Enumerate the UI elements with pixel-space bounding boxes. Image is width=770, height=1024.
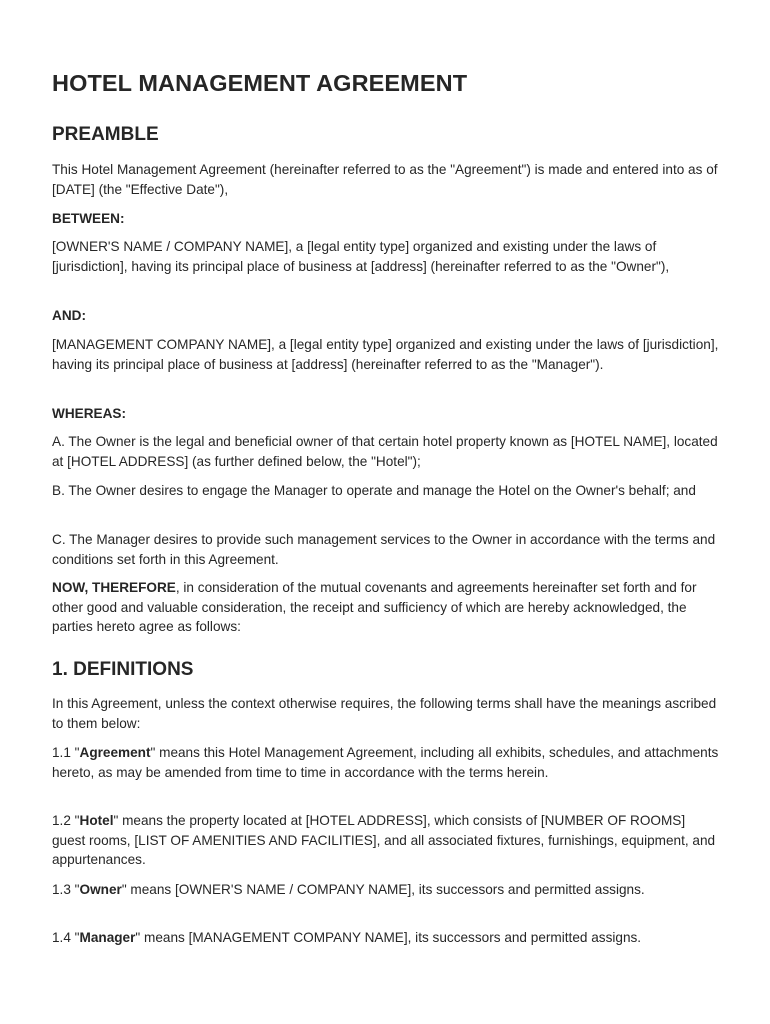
definition-text: " means this Hotel Management Agreement, including all exhibits, schedules, and attachments hereto, as may be amended from time to time in accordance with the terms herein. xyxy=(52,745,719,780)
definition-item xyxy=(52,743,720,782)
document-title: HOTEL MANAGEMENT AGREEMENT xyxy=(52,70,468,96)
definition-term: Hotel xyxy=(79,813,114,828)
definitions-intro: In this Agreement, unless the context otherwise requires, the following terms shall have the meanings ascribed to them below: xyxy=(52,696,717,731)
definition-term: Manager xyxy=(79,930,136,945)
recital-b: B. The Owner desires to engage the Manager to operate and manage the Hotel on the Owner's behalf; and xyxy=(52,483,696,498)
definition-term: Agreement xyxy=(79,745,151,760)
definition-prefix: 1.2 " xyxy=(52,813,80,828)
and-label: AND: xyxy=(52,308,86,323)
definitions-heading: 1. DEFINITIONS xyxy=(52,659,194,680)
owner-party-paragraph: [OWNER'S NAME / COMPANY NAME], a [legal entity type] organized and existing under the laws of [jurisdiction], having its principal place of business at [address] (hereinafter referred to as the "Owner"), xyxy=(52,239,670,274)
manager-party-paragraph: [MANAGEMENT COMPANY NAME], a [legal entity type] organized and existing under the laws of [jurisdiction], having its principal place of business at [address] (hereinafter referred to as the "Manager"). xyxy=(52,337,719,372)
definition-prefix: 1.1 " xyxy=(52,745,80,760)
definition-term: Owner xyxy=(79,882,122,897)
definition-text: " means [OWNER'S NAME / COMPANY NAME], its successors and permitted assigns. xyxy=(121,882,645,897)
now-therefore-paragraph xyxy=(52,578,720,637)
definition-text: " means [MANAGEMENT COMPANY NAME], its successors and permitted assigns. xyxy=(135,930,642,945)
definition-item xyxy=(52,928,720,948)
now-therefore-bold: NOW, THEREFORE xyxy=(52,580,176,595)
definition-text: " means the property located at [HOTEL ADDRESS], which consists of [NUMBER OF ROOMS] guest rooms, [LIST OF AMENITIES AND FACILITIES], and all associated fixtures, furnishings, equipment, and appurtenances. xyxy=(52,813,716,867)
recital-a: A. The Owner is the legal and beneficial owner of that certain hotel property known as [HOTEL NAME], located at [HOTEL ADDRESS] (as further defined below, the "Hotel"); xyxy=(52,434,718,469)
whereas-label: WHEREAS: xyxy=(52,406,127,421)
definition-item xyxy=(52,811,720,870)
definition-prefix: 1.3 " xyxy=(52,882,80,897)
now-therefore-text: , in consideration of the mutual covenants and agreements hereinafter set forth and for other good and valuable consideration, the receipt and sufficiency of which are hereby acknowledged, the parties hereto agree as follows: xyxy=(52,580,697,634)
between-label: BETWEEN: xyxy=(52,211,125,226)
preamble-intro: This Hotel Management Agreement (hereinafter referred to as the "Agreement") is made and entered into as of [DATE] (the "Effective Date"), xyxy=(52,162,718,197)
recital-c: C. The Manager desires to provide such management services to the Owner in accordance with the terms and conditions set forth in this Agreement. xyxy=(52,532,716,567)
definition-prefix: 1.4 " xyxy=(52,930,80,945)
definition-item xyxy=(52,880,720,900)
preamble-heading: PREAMBLE xyxy=(52,124,159,145)
